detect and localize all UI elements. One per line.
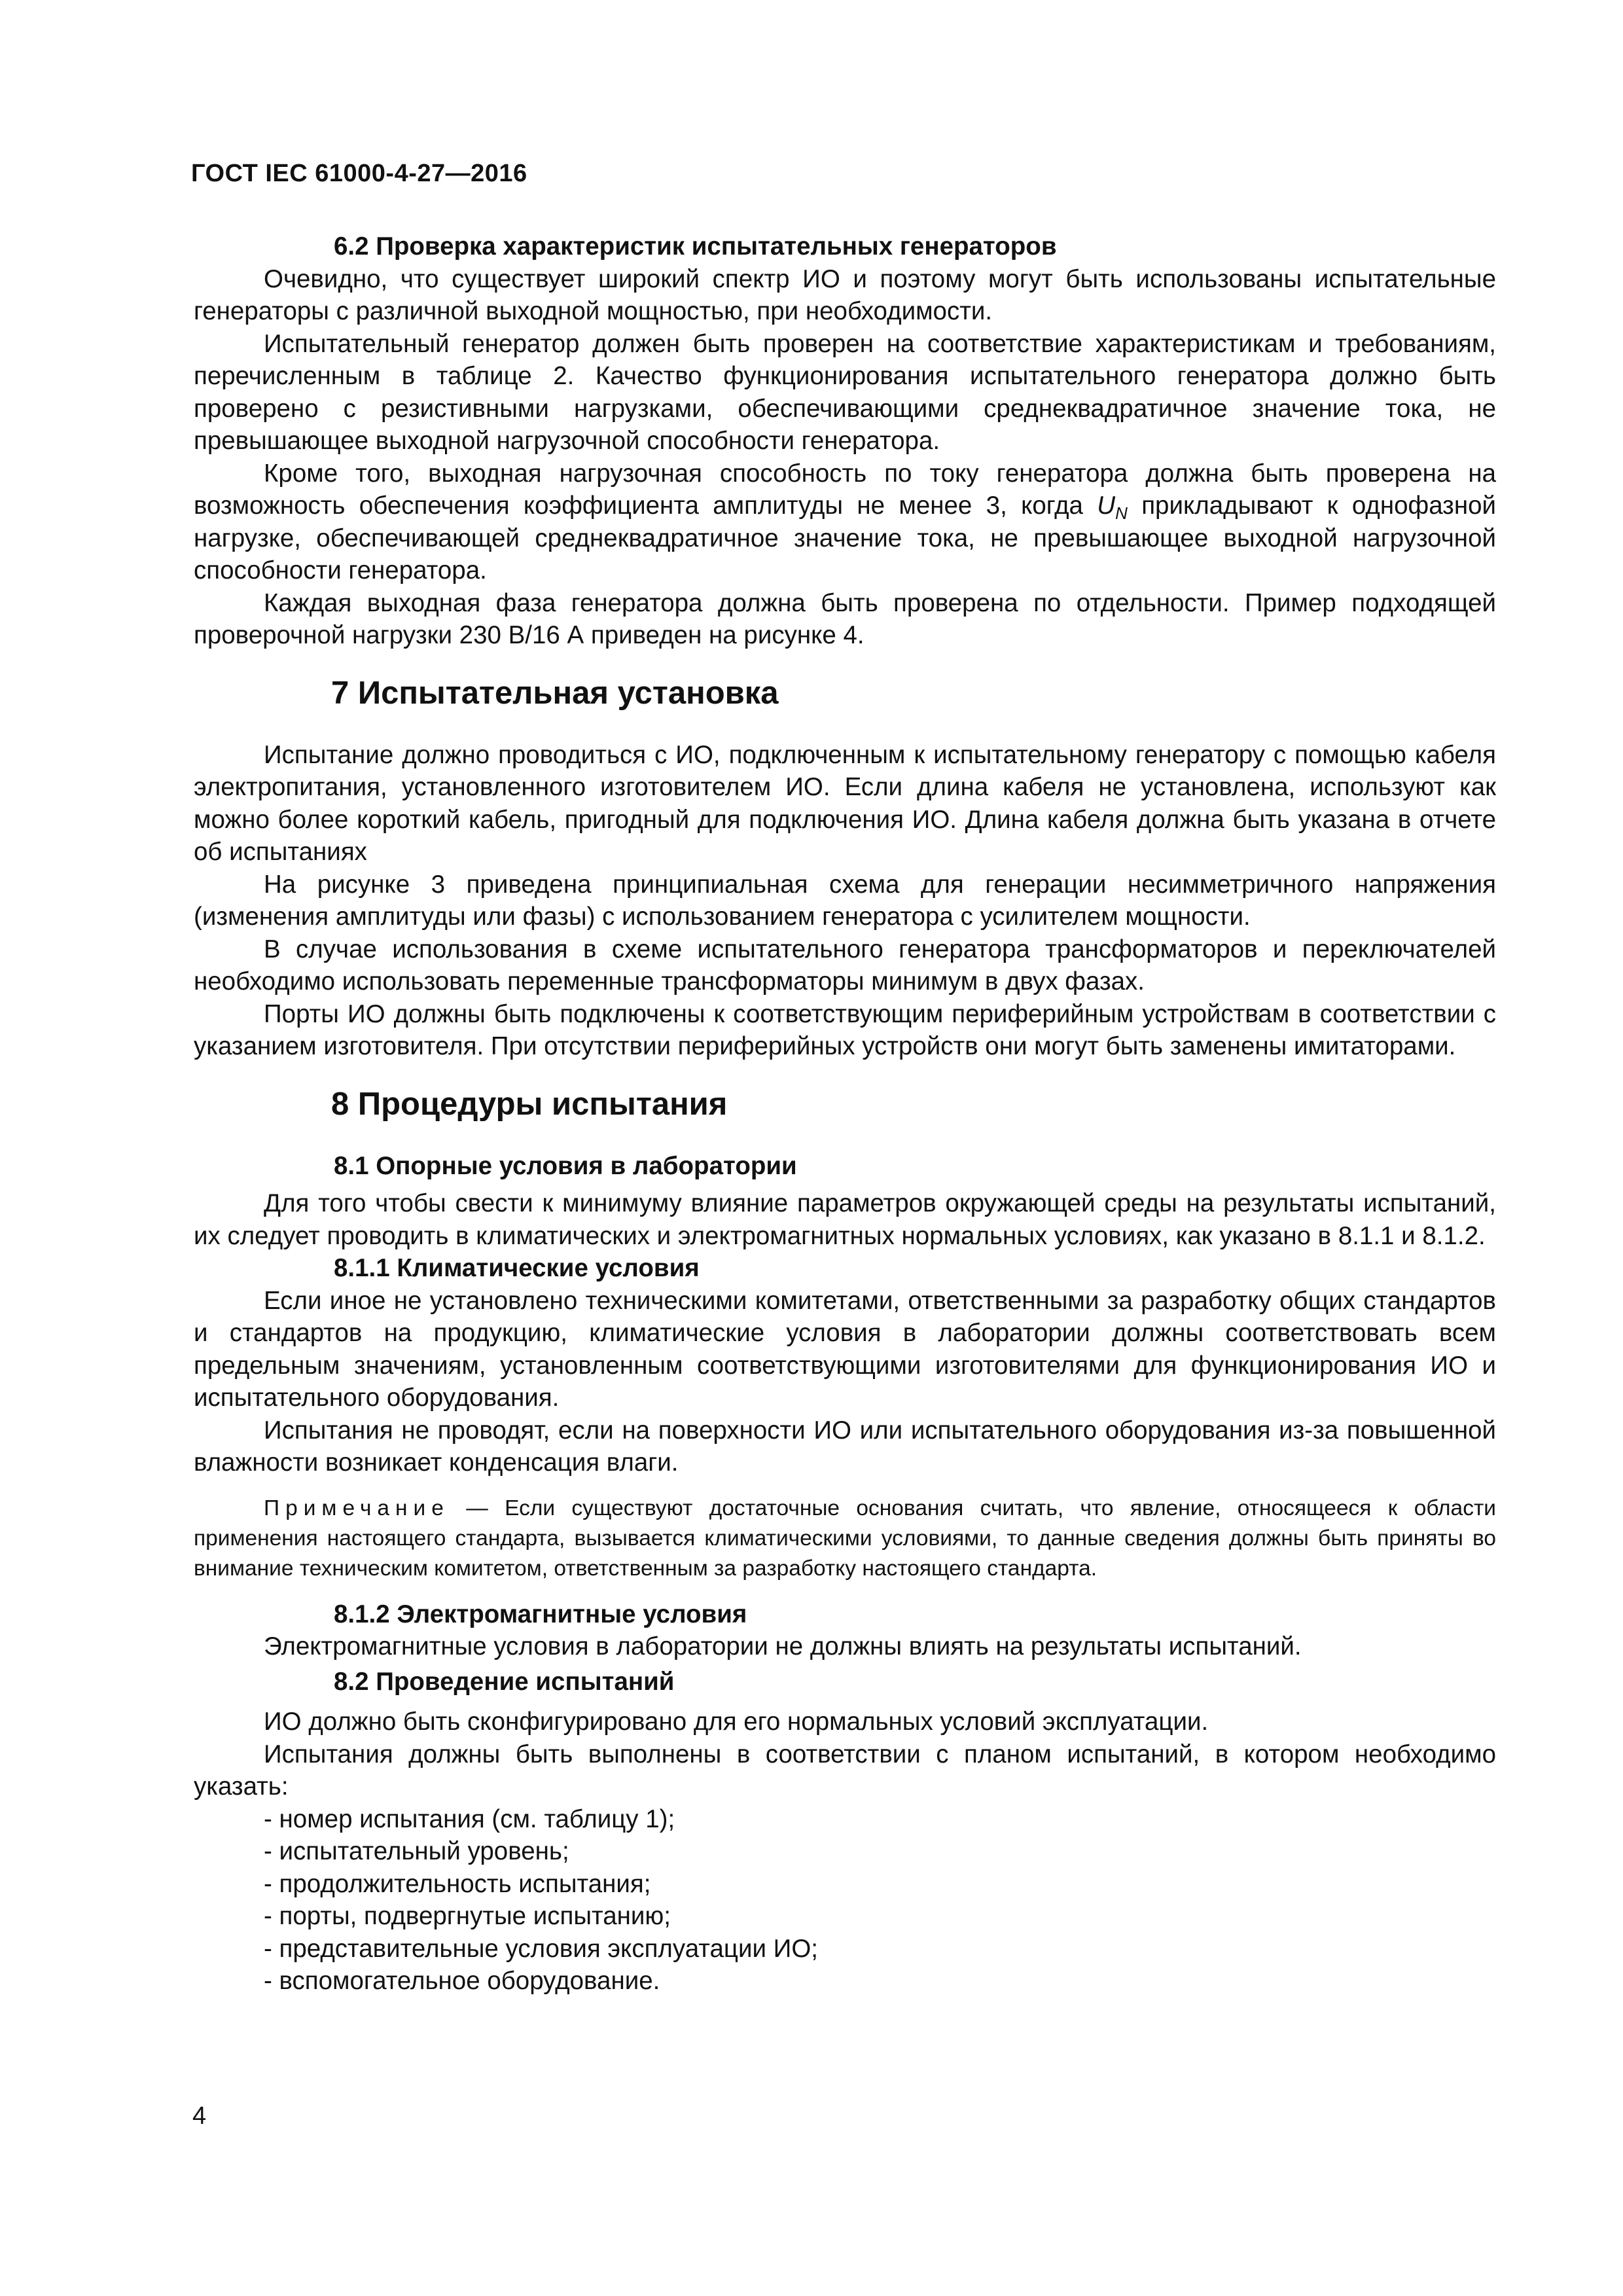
section-7-para-4: Порты ИО должны быть подключены к соответствующим периферийным устройствам в соответствии с указанием изготовителя. При отсутствии периферийных устройств они могут быть заменены имитаторами. <box>194 999 1496 1060</box>
section-6-2-para-4: Каждая выходная фаза генератора должна быть проверена по отдельности. Пример подходящей проверочной нагрузки 230 В/16 А приведен на рисунке 4. <box>194 588 1496 649</box>
document-designation: ГОСТ IEC 61000-4-27—2016 <box>191 160 527 187</box>
note-label: Примечание <box>264 1496 450 1520</box>
para-3-part-b: прикладывают к однофазной нагрузке, обеспечивающей среднеквадратичное значение тока, не превышающее выходной нагрузочной способности генератора. <box>194 492 1497 584</box>
section-8-heading: 8 Процедуры испытания <box>331 1086 728 1122</box>
page-number: 4 <box>192 2102 207 2130</box>
section-6-2-para-3 <box>194 457 1496 587</box>
section-8-1-1-para-2: Испытания не проводят, если на поверхности ИО или испытательного оборудования из-за повышенной влажности возникает конденсация влаги. <box>194 1416 1496 1477</box>
list-item: - вспомогательное оборудование. <box>264 1967 660 1995</box>
section-7-para-3: В случае использования в схеме испытательного генератора трансформаторов и переключателей необходимо использовать переменные трансформаторы минимум в двух фазах. <box>194 935 1496 996</box>
section-8-1-heading: 8.1 Опорные условия в лаборатории <box>334 1151 797 1180</box>
section-6-2-heading: 6.2 Проверка характеристик испытательных генераторов <box>334 232 1057 260</box>
note <box>194 1494 1496 1584</box>
section-7-para-2: На рисунке 3 приведена принципиальная схема для генерации несимметричного напряжения (изменения амплитуды или фазы) с использованием генератора с усилителем мощности. <box>194 870 1496 931</box>
list-item: - испытательный уровень; <box>264 1837 569 1865</box>
document-body <box>194 230 1496 1998</box>
para-3-part-a: Кроме того, выходная нагрузочная способность по току генератора должна быть проверена на возможность обеспечения коэффициента амплитуды не менее 3, когда <box>194 459 1496 520</box>
section-8-1-para-1: Для того чтобы свести к минимуму влияние параметров окружающей среды на результаты испытаний, их следует проводить в климатических и электромагнитных нормальных условиях, как указано в 8.1.1 и 8.1.2. <box>194 1189 1496 1250</box>
list-item: - продолжительность испытания; <box>264 1869 651 1898</box>
section-6-2-para-1: Очевидно, что существует широкий спектр ИО и поэтому могут быть использованы испытательные генераторы с различной выходной мощностью, при необходимости. <box>194 264 1496 325</box>
section-8-2-para-2: Испытания должны быть выполнены в соответствии с планом испытаний, в котором необходимо указать: <box>194 1740 1496 1801</box>
note-text: — Если существуют достаточные основания считать, что явление, относящееся к области применения настоящего стандарта, вызывается климатическими условиями, то данные сведения должны быть приняты во внимание техническим комитетом, ответственным за разработку настоящего стандарта. <box>194 1496 1496 1581</box>
list-item: - представительные условия эксплуатации ИО; <box>264 1934 818 1963</box>
section-7-heading: 7 Испытательная установка <box>331 675 779 711</box>
list-item: - номер испытания (см. таблицу 1); <box>264 1804 675 1833</box>
section-6-2-para-2: Испытательный генератор должен быть проверен на соответствие характеристикам и требованиям, перечисленным в таблице 2. Качество функционирования испытательного генератора должно быть проверено с резистивными нагрузками, обеспечивающими среднеквадратичное значение тока, не превышающее выходной нагрузочной способности генератора. <box>194 329 1496 455</box>
section-8-1-2-para-1: Электромагнитные условия в лаборатории не должны влиять на результаты испытаний. <box>264 1632 1302 1660</box>
section-8-1-1-heading: 8.1.1 Климатические условия <box>334 1254 700 1282</box>
voltage-subscript: N <box>1115 503 1128 523</box>
section-8-1-1-para-1: Если иное не установлено техническими комитетами, ответственными за разработку общих стандартов и стандартов на продукцию, климатические условия в лаборатории должны соответствовать всем предельным значениям, установленным соответствующими изготовителями для функционирования ИО и испытательного оборудования. <box>194 1286 1496 1412</box>
list-item: - порты, подвергнутые испытанию; <box>264 1902 671 1930</box>
section-8-1-2-heading: 8.1.2 Электромагнитные условия <box>334 1600 747 1628</box>
section-8-2-heading: 8.2 Проведение испытаний <box>334 1667 675 1696</box>
section-8-2-para-1: ИО должно быть сконфигурировано для его нормальных условий эксплуатации. <box>264 1708 1209 1736</box>
voltage-symbol: U <box>1097 492 1116 520</box>
section-7-para-1: Испытание должно проводиться с ИО, подключенным к испытательному генератору с помощью кабеля электропитания, установленного изготовителем ИО. Если длина кабеля не установлена, используют как можно более короткий кабель, пригодный для подключения ИО. Длина кабеля должна быть указана в отчете об испытаниях <box>194 740 1496 866</box>
